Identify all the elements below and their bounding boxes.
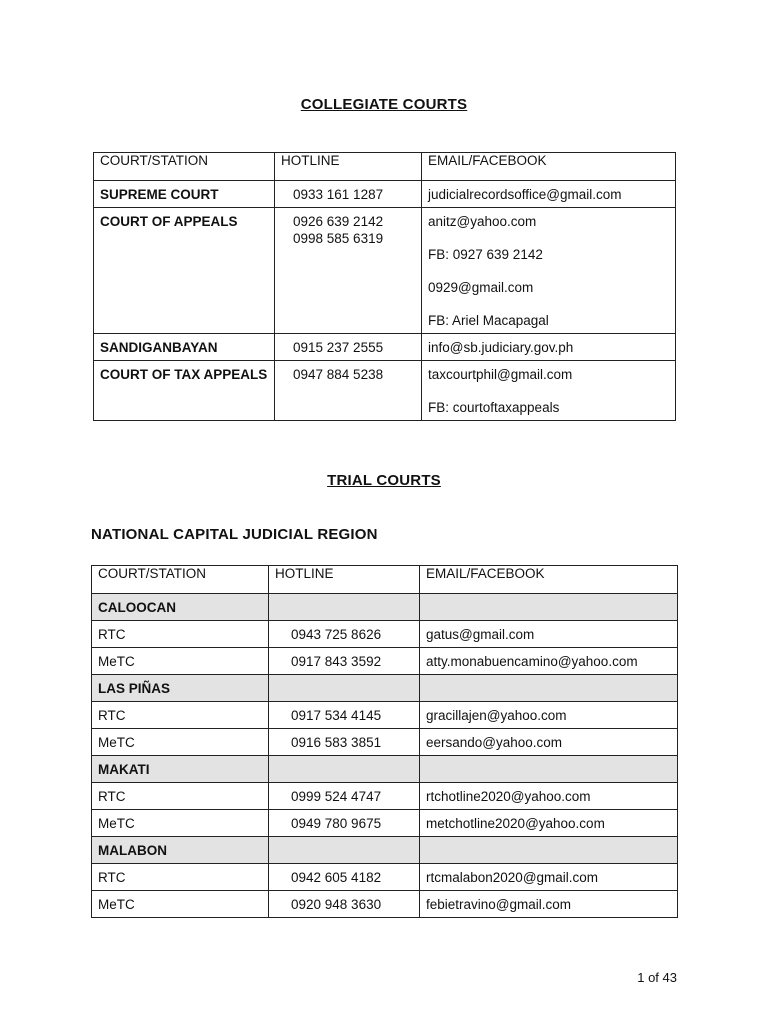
station-name: MeTC xyxy=(92,729,269,756)
region-heading: NATIONAL CAPITAL JUDICIAL REGION xyxy=(91,526,378,543)
collegiate-courts-heading: COLLEGIATE COURTS xyxy=(300,96,468,113)
facebook-contact: FB: courtoftaxappeals xyxy=(428,400,560,415)
table-row xyxy=(94,208,676,334)
email-address: rtcmalabon2020@gmail.com xyxy=(420,864,678,891)
hotline-number: 0926 639 2142 xyxy=(293,214,384,229)
table-row xyxy=(92,729,678,756)
table-header-row xyxy=(92,566,678,594)
hotline-number: 0917 534 4145 xyxy=(269,702,420,729)
city-row xyxy=(92,837,678,864)
city-name: CALOOCAN xyxy=(92,594,269,621)
table-row xyxy=(92,621,678,648)
table-row xyxy=(92,891,678,918)
table-header-row xyxy=(94,153,676,181)
email-address: info@sb.judiciary.gov.ph xyxy=(428,340,574,355)
email-address: gracillajen@yahoo.com xyxy=(420,702,678,729)
email-address: judicialrecordsoffice@gmail.com xyxy=(428,187,622,202)
table-row xyxy=(92,702,678,729)
email-address: eersando@yahoo.com xyxy=(420,729,678,756)
email-address: atty.monabuencamino@yahoo.com xyxy=(420,648,678,675)
hotline-number: 0933 161 1287 xyxy=(293,187,384,202)
column-header-hotline: HOTLINE xyxy=(269,566,420,594)
facebook-contact: FB: Ariel Macapagal xyxy=(428,313,549,328)
station-name: MeTC xyxy=(92,891,269,918)
station-name: MeTC xyxy=(92,648,269,675)
email-address: gatus@gmail.com xyxy=(420,621,678,648)
city-name: MAKATI xyxy=(92,756,269,783)
contact-cell xyxy=(422,361,676,421)
hotline-number: 0949 780 9675 xyxy=(269,810,420,837)
email-address: anitz@yahoo.com xyxy=(428,214,537,229)
email-address: febietravino@gmail.com xyxy=(420,891,678,918)
hotline-cell xyxy=(275,208,422,334)
column-header-email: EMAIL/FACEBOOK xyxy=(422,153,676,181)
city-row xyxy=(92,675,678,702)
column-header-court: COURT/STATION xyxy=(92,566,269,594)
hotline-cell xyxy=(275,181,422,208)
hotline-number: 0915 237 2555 xyxy=(293,340,384,355)
court-name: COURT OF APPEALS xyxy=(94,208,275,334)
page-number: 1 of 43 xyxy=(637,970,677,985)
city-row xyxy=(92,756,678,783)
station-name: MeTC xyxy=(92,810,269,837)
city-name: MALABON xyxy=(92,837,269,864)
table-row xyxy=(92,783,678,810)
hotline-number: 0917 843 3592 xyxy=(269,648,420,675)
table-row xyxy=(94,181,676,208)
table-row xyxy=(92,864,678,891)
column-header-court: COURT/STATION xyxy=(94,153,275,181)
table-row xyxy=(92,648,678,675)
table-row xyxy=(94,334,676,361)
email-address: taxcourtphil@gmail.com xyxy=(428,367,573,382)
station-name: RTC xyxy=(92,864,269,891)
court-name: SANDIGANBAYAN xyxy=(94,334,275,361)
hotline-number: 0999 524 4747 xyxy=(269,783,420,810)
court-name: COURT OF TAX APPEALS xyxy=(94,361,275,421)
hotline-number: 0943 725 8626 xyxy=(269,621,420,648)
column-header-hotline: HOTLINE xyxy=(275,153,422,181)
table-row xyxy=(94,361,676,421)
hotline-cell xyxy=(275,334,422,361)
station-name: RTC xyxy=(92,621,269,648)
email-address: rtchotline2020@yahoo.com xyxy=(420,783,678,810)
contact-cell xyxy=(422,208,676,334)
city-name: LAS PIÑAS xyxy=(92,675,269,702)
email-address: 0929@gmail.com xyxy=(428,280,534,295)
column-header-email: EMAIL/FACEBOOK xyxy=(420,566,678,594)
table-row xyxy=(92,810,678,837)
trial-courts-table xyxy=(91,565,678,918)
city-row xyxy=(92,594,678,621)
hotline-number: 0916 583 3851 xyxy=(269,729,420,756)
hotline-number: 0998 585 6319 xyxy=(293,231,384,246)
contact-cell xyxy=(422,334,676,361)
court-name: SUPREME COURT xyxy=(94,181,275,208)
collegiate-courts-table xyxy=(93,152,676,421)
hotline-number: 0947 884 5238 xyxy=(293,367,384,382)
hotline-number: 0920 948 3630 xyxy=(269,891,420,918)
station-name: RTC xyxy=(92,702,269,729)
contact-cell xyxy=(422,181,676,208)
facebook-contact: FB: 0927 639 2142 xyxy=(428,247,543,262)
hotline-cell xyxy=(275,361,422,421)
email-address: metchotline2020@yahoo.com xyxy=(420,810,678,837)
trial-courts-heading: TRIAL COURTS xyxy=(327,472,441,489)
station-name: RTC xyxy=(92,783,269,810)
hotline-number: 0942 605 4182 xyxy=(269,864,420,891)
